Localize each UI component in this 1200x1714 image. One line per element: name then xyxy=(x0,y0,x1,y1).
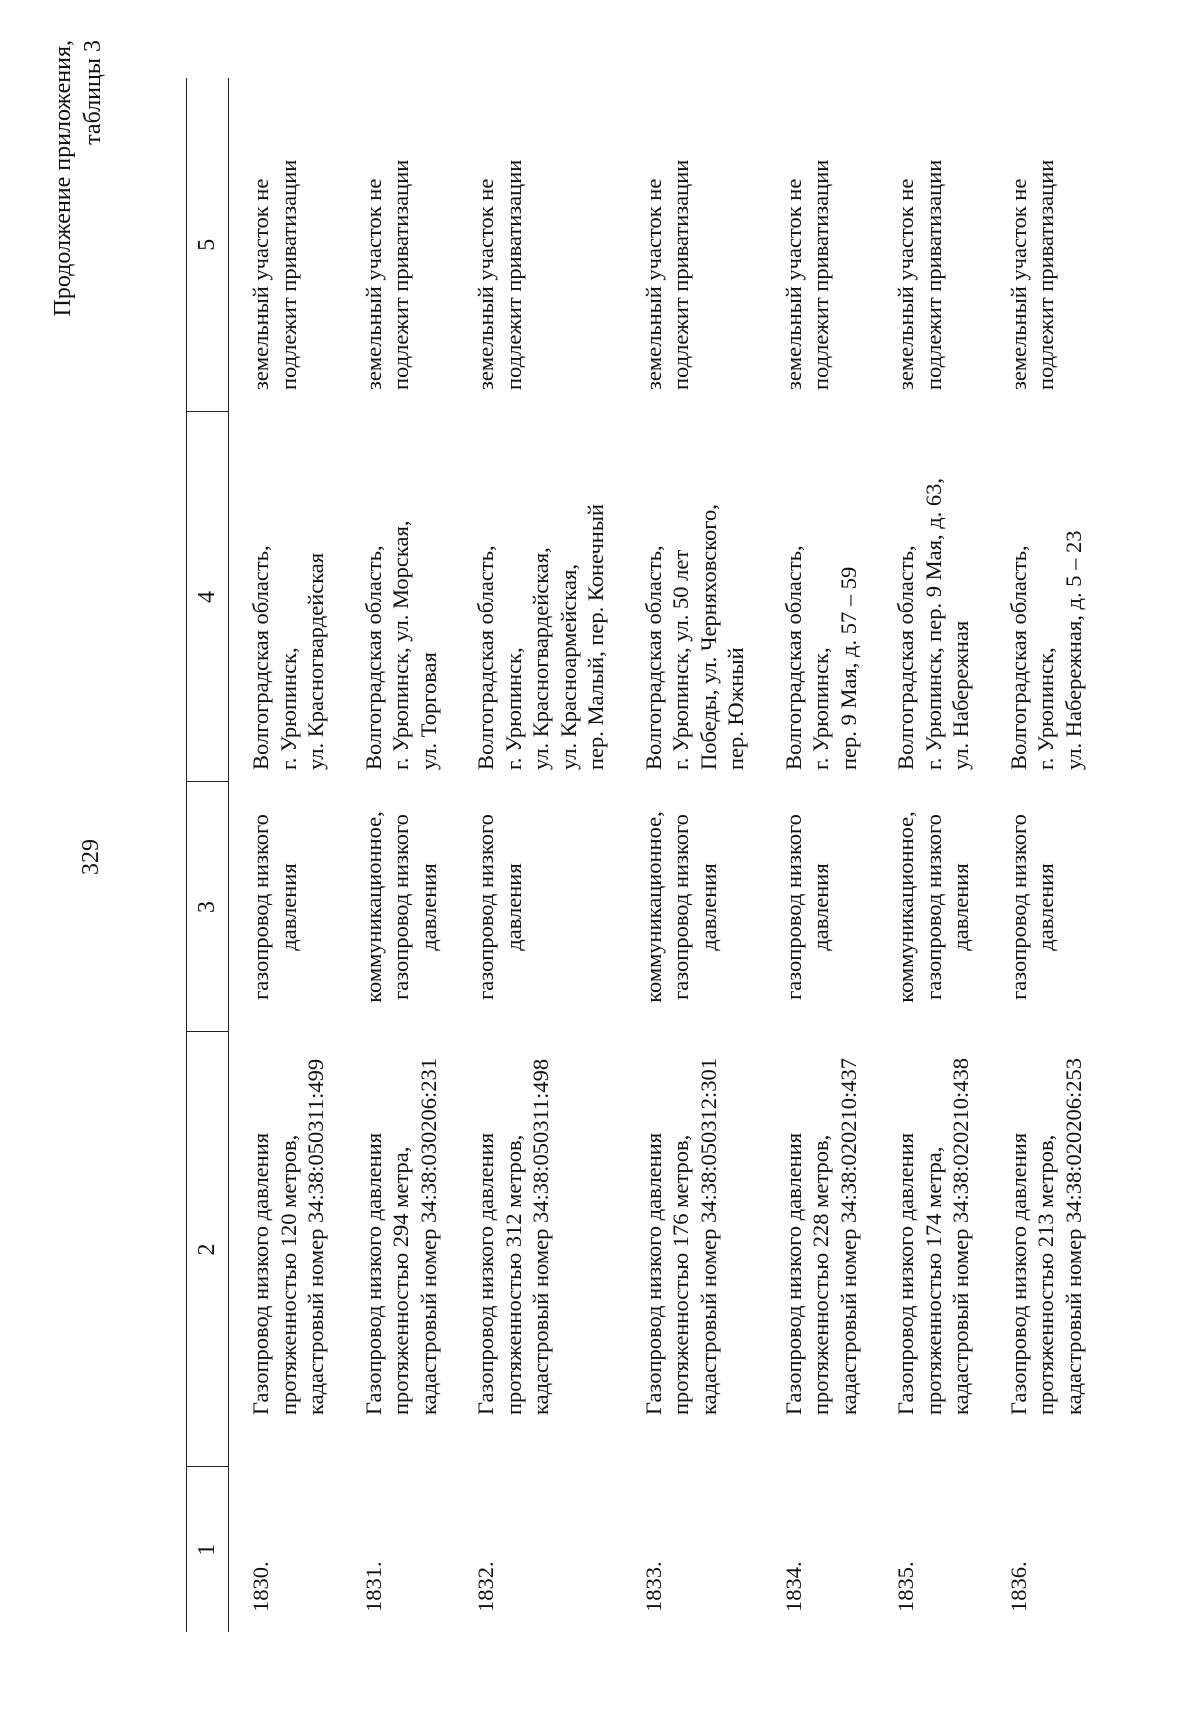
row-number: 1830. xyxy=(248,1561,273,1612)
object-address xyxy=(454,412,622,782)
object-kind: коммуникационное, газопровод низкого давления xyxy=(893,811,973,1003)
object-note: земельный участок не подлежит приватизации xyxy=(780,159,833,390)
object-address xyxy=(342,412,455,782)
column-number: 4 xyxy=(186,412,229,782)
row-number: 1835. xyxy=(893,1561,918,1612)
address-line: ул. Набережная, д. 5 – 23 xyxy=(1060,530,1086,770)
object-address xyxy=(874,412,987,782)
object-kind: газопровод низкого давления xyxy=(248,814,301,1000)
table-row xyxy=(762,78,875,1632)
object-note: земельный участок не подлежит приватизации xyxy=(1005,159,1058,390)
continuation-note xyxy=(48,40,108,460)
column-number: 5 xyxy=(186,78,229,412)
address-line: Победы, ул. Черняховского, xyxy=(695,504,721,770)
description-line: протяженностью 228 метров, xyxy=(808,1134,833,1415)
description-line: кадастровый номер 34:38:020210:438 xyxy=(948,1058,973,1415)
description-line: кадастровый номер 34:38:020206:253 xyxy=(1060,1058,1086,1415)
object-address xyxy=(229,412,342,782)
table-row xyxy=(342,78,455,1632)
address-line: пер. 9 Мая, д. 57 – 59 xyxy=(835,566,861,770)
object-kind: газопровод низкого давления xyxy=(473,814,526,1000)
address-line: ул. Торговая xyxy=(415,652,441,770)
address-line: ул. Набережная xyxy=(948,620,973,770)
object-description xyxy=(762,1032,875,1467)
address-line: г. Урюпинск, xyxy=(1033,647,1058,770)
address-line: Волгоградская область, xyxy=(893,545,918,770)
description-line: протяженностью 174 метра, xyxy=(920,1146,946,1415)
object-note: земельный участок не подлежит приватизации xyxy=(640,159,693,390)
description-line: кадастровый номер 34:38:020210:437 xyxy=(835,1058,861,1415)
address-line: Волгоградская область, xyxy=(1005,545,1031,770)
description-line: протяженностью 294 метра, xyxy=(388,1146,413,1415)
object-kind: газопровод низкого давления xyxy=(780,814,833,1000)
page-number: 329 xyxy=(78,839,104,875)
object-description xyxy=(874,1032,987,1467)
object-address xyxy=(622,412,762,782)
address-line: Волгоградская область, xyxy=(248,545,273,770)
object-address xyxy=(987,412,1100,782)
description-line: Газопровод низкого давления xyxy=(893,1132,918,1415)
column-number: 1 xyxy=(186,1467,229,1632)
column-number: 3 xyxy=(186,782,229,1032)
table-row xyxy=(622,78,762,1632)
description-line: Газопровод низкого давления xyxy=(473,1132,498,1415)
description-line: Газопровод низкого давления xyxy=(780,1132,806,1415)
continuation-line: таблицы 3 xyxy=(80,40,106,145)
table-row xyxy=(454,78,622,1632)
row-number: 1834. xyxy=(780,1561,806,1612)
object-address xyxy=(762,412,875,782)
address-line: Волгоградская область, xyxy=(780,545,806,770)
description-line: Газопровод низкого давления xyxy=(1005,1132,1031,1415)
row-number: 1833. xyxy=(640,1561,666,1612)
address-line: пер. Южный xyxy=(723,647,748,770)
description-line: Газопровод низкого давления xyxy=(248,1132,273,1415)
description-line: Газопровод низкого давления xyxy=(640,1132,666,1415)
address-line: ул. Красногвардейская, xyxy=(528,547,553,770)
address-line: г. Урюпинск, xyxy=(808,647,833,770)
table-row xyxy=(987,78,1100,1632)
description-line: протяженностью 176 метров, xyxy=(668,1134,693,1415)
object-note: земельный участок не подлежит приватизации xyxy=(473,159,526,390)
address-line: Волгоградская область, xyxy=(360,545,386,770)
description-line: протяженностью 120 метров, xyxy=(275,1134,301,1415)
address-line: г. Урюпинск, ул. 50 лет xyxy=(668,549,693,770)
address-line: ул. Красногвардейская xyxy=(303,552,328,770)
address-line: г. Урюпинск, xyxy=(500,647,526,770)
object-note: земельный участок не подлежит приватизации xyxy=(360,159,413,390)
description-line: кадастровый номер 34:38:050312:301 xyxy=(695,1058,721,1415)
table-row xyxy=(229,78,342,1632)
description-line: протяженностью 213 метров, xyxy=(1033,1134,1058,1415)
address-line: Волгоградская область, xyxy=(640,545,666,770)
object-note: земельный участок не подлежит приватизации xyxy=(248,159,301,390)
column-number-row xyxy=(186,78,229,1632)
object-kind: коммуникационное, газопровод низкого давления xyxy=(360,811,441,1003)
object-description xyxy=(342,1032,455,1467)
row-number: 1836. xyxy=(1005,1561,1031,1612)
object-note: земельный участок не подлежит приватизации xyxy=(893,159,946,390)
object-description xyxy=(987,1032,1100,1467)
address-line: пер. Малый, пер. Конечный xyxy=(583,503,608,770)
property-table xyxy=(186,78,1099,1632)
continuation-line: Продолжение приложения, xyxy=(50,40,76,317)
object-description xyxy=(622,1032,762,1467)
address-line: г. Урюпинск, xyxy=(275,647,301,770)
object-kind: коммуникационное, газопровод низкого давления xyxy=(640,811,721,1003)
description-line: кадастровый номер 34:38:030206:231 xyxy=(415,1058,441,1415)
object-description xyxy=(229,1032,342,1467)
description-line: Газопровод низкого давления xyxy=(360,1132,386,1415)
description-line: протяженностью 312 метров, xyxy=(500,1134,526,1415)
row-number: 1832. xyxy=(473,1561,498,1612)
row-number: 1831. xyxy=(360,1561,386,1612)
address-line: г. Урюпинск, пер. 9 Мая, д. 63, xyxy=(920,477,946,770)
address-line: Волгоградская область, xyxy=(473,545,498,770)
object-kind: газопровод низкого давления xyxy=(1005,814,1058,1000)
address-line: ул. Красноармейская, xyxy=(555,564,581,770)
table-row xyxy=(874,78,987,1632)
address-line: г. Урюпинск, ул. Морская, xyxy=(388,520,413,770)
description-line: кадастровый номер 34:38:050311:498 xyxy=(528,1058,553,1415)
object-description xyxy=(454,1032,622,1467)
column-number: 2 xyxy=(186,1032,229,1467)
description-line: кадастровый номер 34:38:050311:499 xyxy=(303,1058,328,1415)
